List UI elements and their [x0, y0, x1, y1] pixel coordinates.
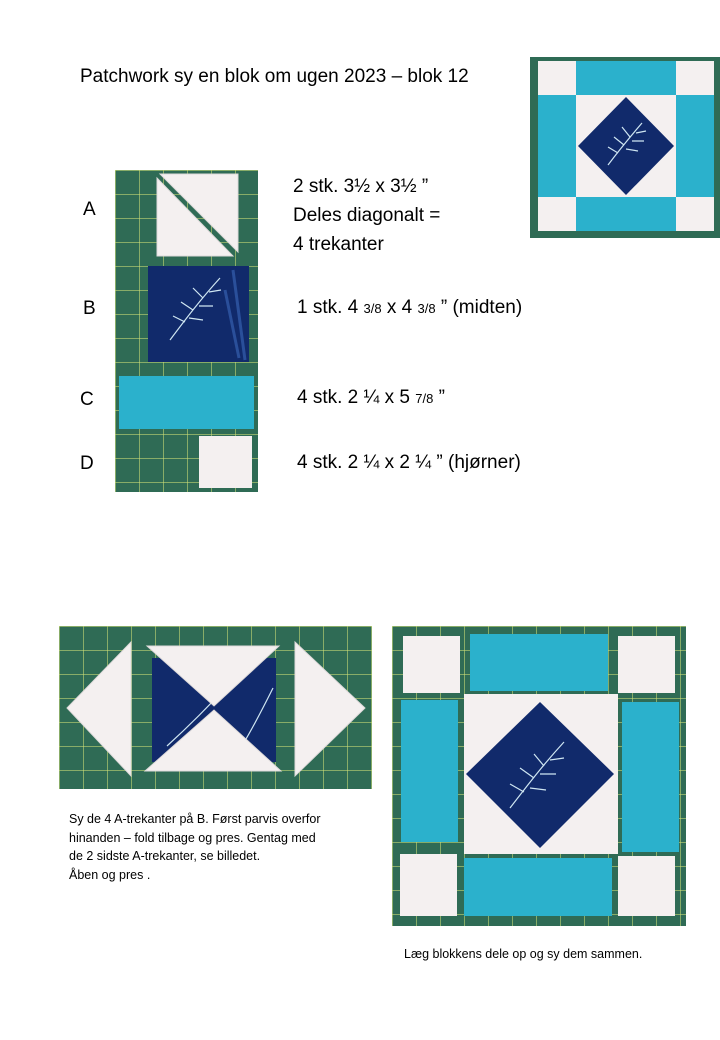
spec-b-mid: x 4	[381, 297, 418, 318]
sewing-step-photo	[59, 626, 372, 789]
pieces-photo	[115, 170, 258, 492]
sewing-instructions-line2: hinanden – fold tilbage og pres. Gentag med	[69, 830, 316, 845]
spec-b-post: ” (midten)	[435, 297, 523, 318]
spec-d: 4 stk. 2 ¼ x 2 ¼ ” (hjørner)	[297, 452, 521, 473]
spec-c-pre: 4 stk. 2 ¼ x 5	[297, 387, 416, 408]
sewing-instructions-line3: de 2 sidste A-trekanter, se billedet.	[69, 849, 261, 863]
spec-c-frac1: 7/8	[415, 391, 434, 406]
label-c: C	[80, 389, 94, 410]
assembly-caption: Læg blokkens dele op og sy dem sammen.	[404, 947, 643, 961]
page-title: Patchwork sy en blok om ugen 2023 – blok 12	[80, 66, 469, 87]
spec-a	[293, 172, 440, 259]
finished-block-photo	[530, 57, 720, 238]
sewing-instructions	[69, 810, 369, 884]
layout-photo	[392, 626, 686, 926]
spec-b	[297, 297, 522, 319]
spec-b-frac2: 3/8	[417, 301, 436, 316]
label-b: B	[83, 298, 96, 319]
spec-b-pre: 1 stk. 4	[297, 297, 364, 318]
spec-b-frac1: 3/8	[363, 301, 382, 316]
sewing-instructions-line1: Sy de 4 A-trekanter på B. Først parvis overfor	[69, 812, 321, 826]
label-d: D	[80, 453, 94, 474]
spec-c-post: ”	[433, 387, 445, 408]
spec-a-line3: 4 trekanter	[293, 234, 384, 255]
label-a: A	[83, 199, 96, 220]
spec-a-line1: 2 stk. 3½ x 3½ ”	[293, 176, 429, 197]
spec-a-line2: Deles diagonalt =	[293, 205, 441, 226]
spec-c	[297, 387, 445, 409]
sewing-instructions-line4: Åben og pres .	[69, 867, 151, 882]
